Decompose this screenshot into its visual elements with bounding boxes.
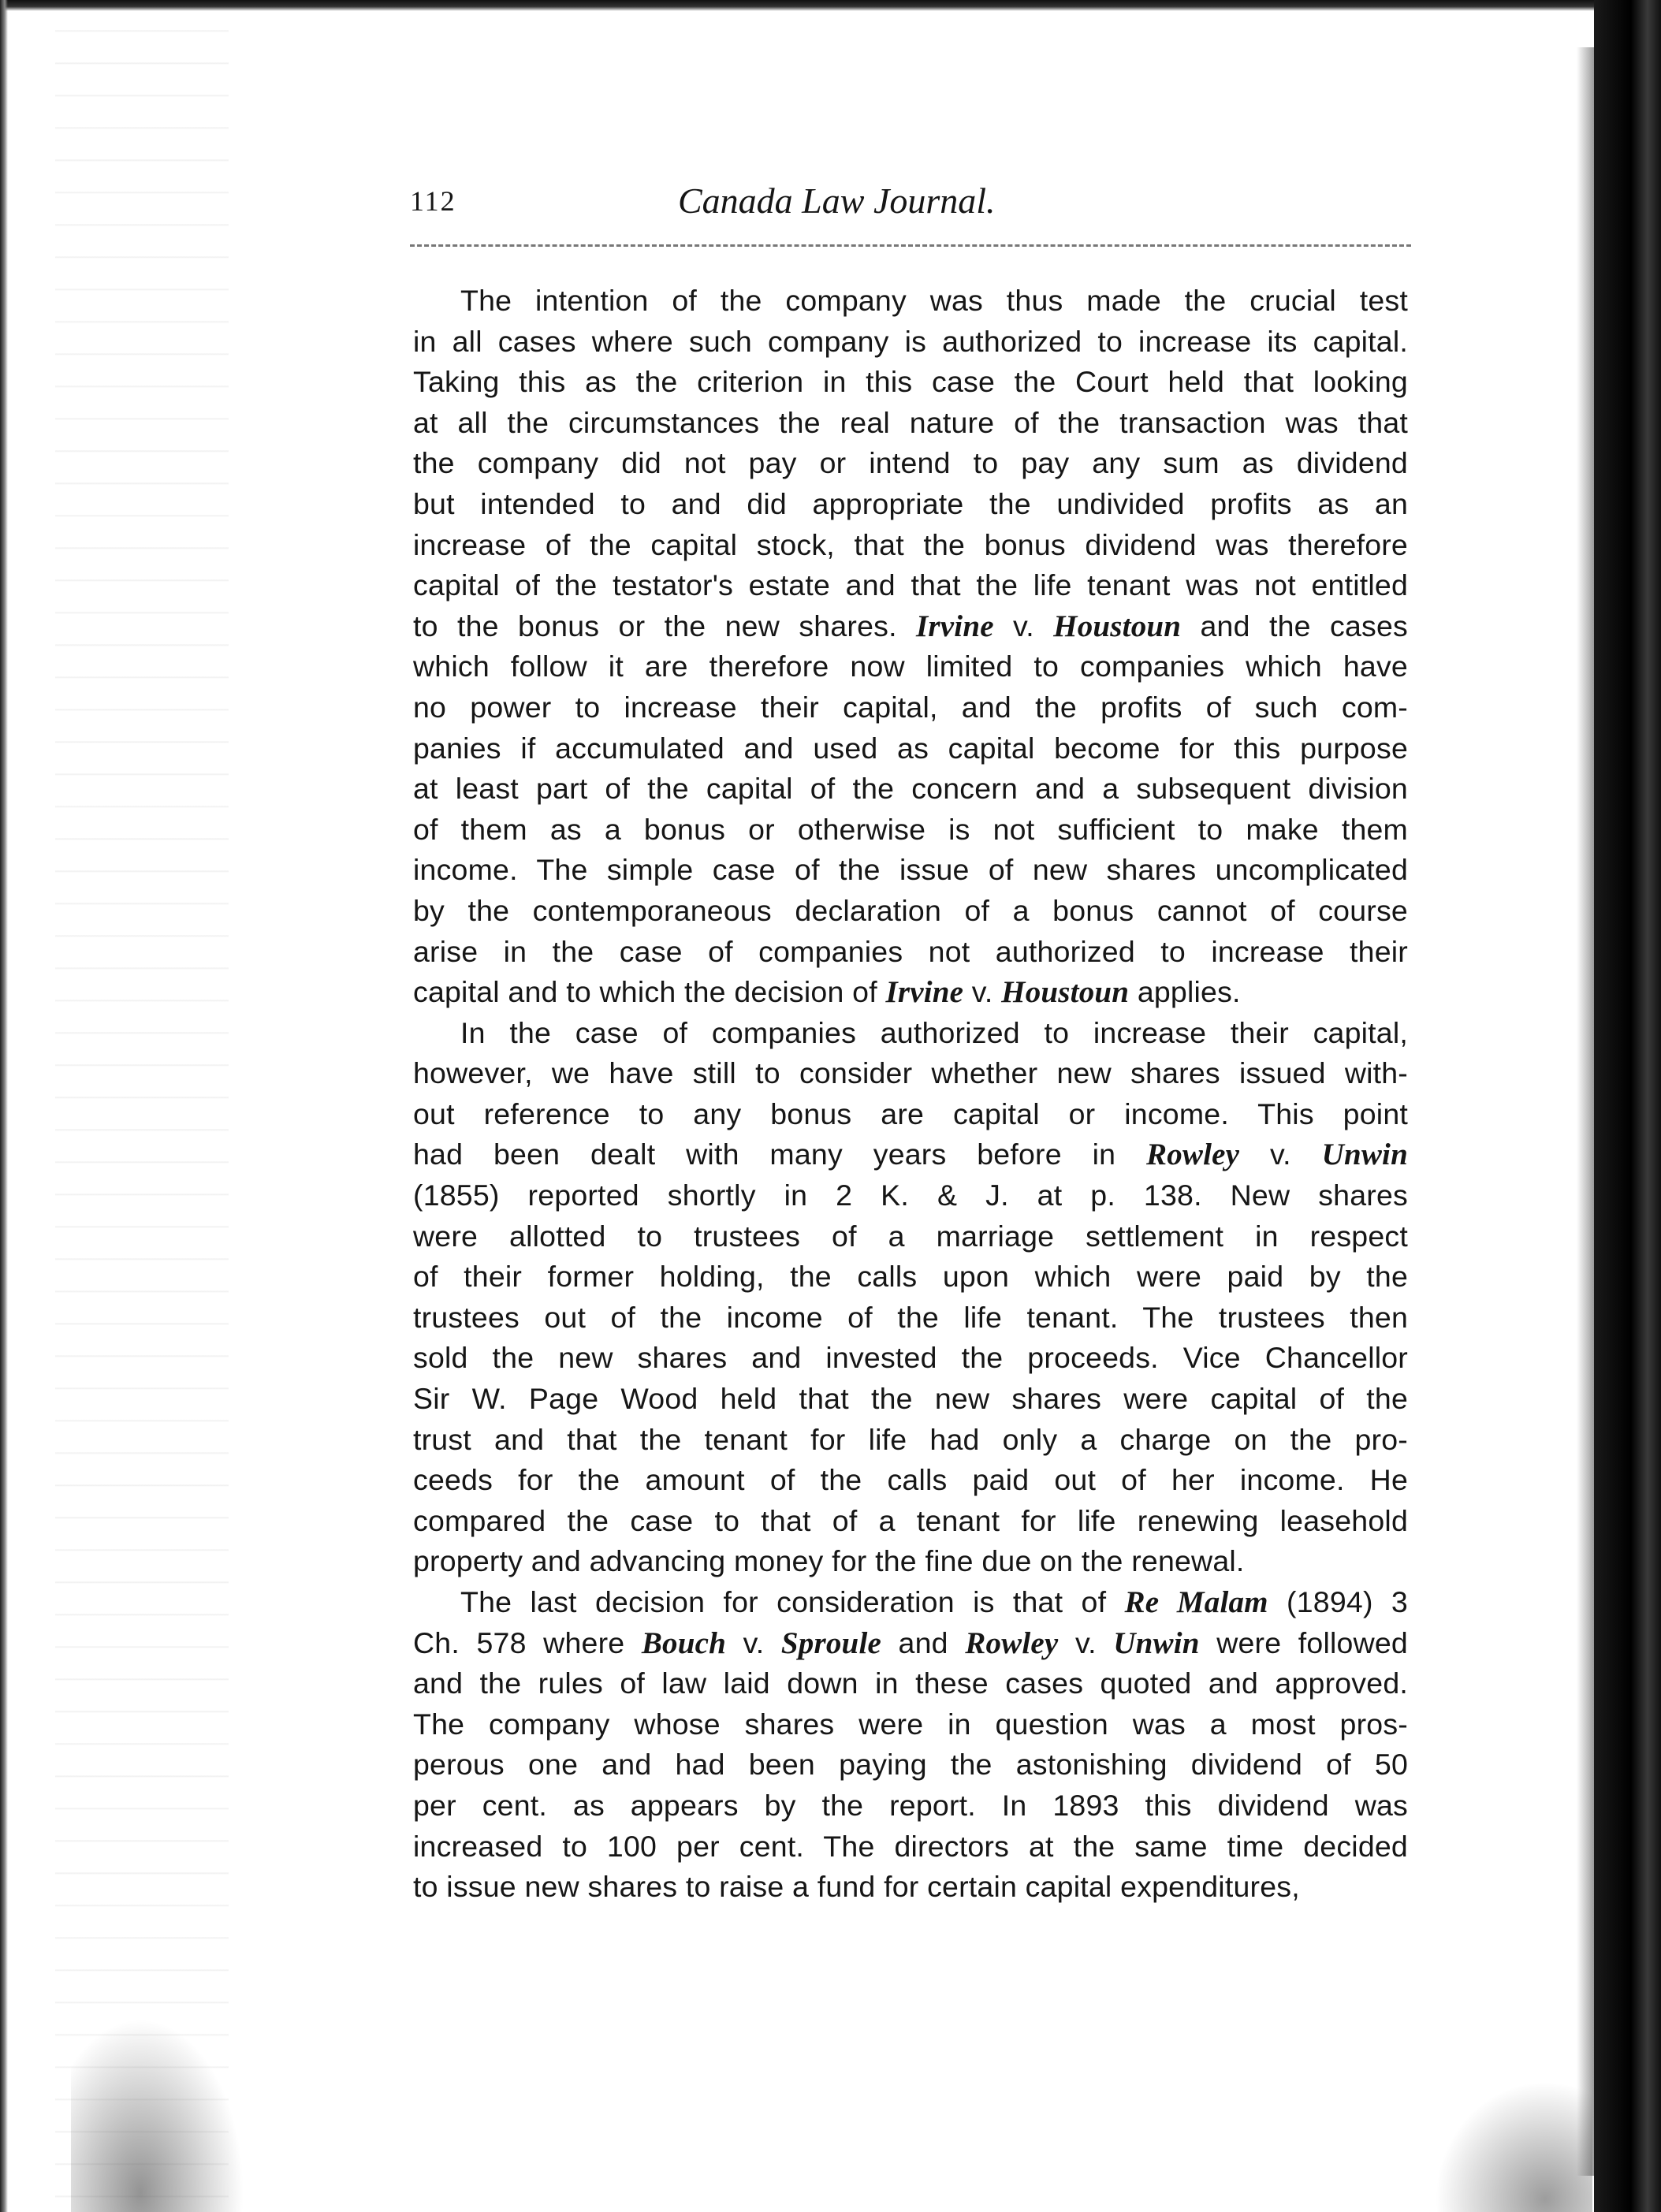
- case-name: Unwin: [1113, 1625, 1200, 1660]
- text-run: of their former holding, the calls upon which were paid by the: [413, 1260, 1408, 1294]
- scan-right-border: [1594, 0, 1661, 2212]
- paragraph: [413, 281, 1408, 1013]
- text-line: [413, 362, 1408, 403]
- text-line: [413, 769, 1408, 810]
- case-name: Irvine: [885, 975, 964, 1010]
- text-line: [413, 1134, 1408, 1175]
- text-run: which follow it are therefore now limited to companies which have: [413, 650, 1408, 683]
- text-run: Taking this as the criterion in this case the Court held that looking: [413, 365, 1408, 399]
- text-line: [413, 1541, 1408, 1582]
- text-line: [413, 1379, 1408, 1420]
- paragraph: [413, 1582, 1408, 1908]
- text-run: were followed: [1199, 1625, 1408, 1659]
- text-line: [413, 1704, 1408, 1745]
- text-line: [413, 1094, 1408, 1135]
- text-line: [413, 484, 1408, 525]
- text-line: [413, 850, 1408, 891]
- paragraph: [413, 1013, 1408, 1582]
- text-run: per cent. as appears by the report. In 1893 this dividend was: [413, 1788, 1408, 1822]
- text-run: were allotted to trustees of a marriage settlement in respect: [413, 1219, 1408, 1253]
- text-line: [413, 1338, 1408, 1379]
- text-line: [413, 810, 1408, 851]
- text-line: [413, 728, 1408, 769]
- text-run: by the contemporaneous declaration of a bonus cannot of course: [413, 893, 1408, 927]
- text-run: arise in the case of companies not authorized to increase their: [413, 934, 1408, 968]
- text-run: (1894) 3: [1268, 1585, 1408, 1618]
- text-line: [413, 1298, 1408, 1339]
- text-line: [413, 1786, 1408, 1827]
- text-line: [413, 1053, 1408, 1094]
- case-name: Bouch: [641, 1625, 727, 1660]
- text-line: [413, 891, 1408, 932]
- text-line: [413, 606, 1408, 647]
- text-line: [413, 322, 1408, 363]
- case-name: Unwin: [1321, 1138, 1408, 1172]
- text-run: and the cases: [1181, 609, 1408, 642]
- text-run: applies.: [1129, 975, 1241, 1009]
- text-line: [413, 565, 1408, 606]
- running-title: Canada Law Journal.: [678, 181, 996, 221]
- text-run: v.: [993, 609, 1054, 642]
- text-run: ceeds for the amount of the calls paid out of her income. He: [413, 1463, 1408, 1497]
- scan-bottom-left-smudge: [71, 2018, 244, 2212]
- text-run: out reference to any bonus are capital or income. This point: [413, 1097, 1408, 1130]
- text-line: [413, 1501, 1408, 1542]
- text-run: compared the case to that of a tenant for life renewing leasehold: [413, 1503, 1408, 1537]
- text-run: increased to 100 per cent. The directors at the same time decided: [413, 1829, 1408, 1863]
- text-line: [413, 972, 1408, 1013]
- text-run: trustees out of the income of the life tenant. The trustees then: [413, 1300, 1408, 1334]
- text-line: [413, 1867, 1408, 1908]
- text-line: [413, 1745, 1408, 1786]
- text-line: [413, 281, 1408, 322]
- scan-left-edge: [0, 0, 8, 2212]
- text-line: [413, 687, 1408, 728]
- text-run: Ch. 578 where: [413, 1625, 642, 1659]
- text-run: Sir W. Page Wood held that the new shares were capital of the: [413, 1382, 1408, 1416]
- scan-top-edge: [0, 0, 1661, 11]
- text-line: [413, 1460, 1408, 1501]
- text-run: (1855) reported shortly in 2 K. & J. at p. 138. New shares: [413, 1179, 1408, 1212]
- page-header: [410, 180, 1411, 235]
- text-line: [413, 1216, 1408, 1257]
- text-run: however, we have still to consider whether new shares issued with-: [413, 1056, 1408, 1090]
- text-run: v.: [726, 1625, 781, 1659]
- text-line: [413, 1582, 1408, 1623]
- text-run: trust and that the tenant for life had only a charge on the pro-: [413, 1422, 1408, 1456]
- text-run: v.: [1058, 1625, 1114, 1659]
- text-run: capital and to which the decision of: [413, 975, 886, 1009]
- scan-bottom-right-smudge: [1435, 2081, 1592, 2212]
- text-run: The last decision for consideration is that of: [460, 1585, 1125, 1618]
- case-name: Rowley: [1145, 1138, 1240, 1172]
- text-run: of them as a bonus or otherwise is not sufficient to make them: [413, 812, 1408, 846]
- scan-left-bleed: [55, 0, 229, 2212]
- text-line: [413, 1257, 1408, 1298]
- text-run: and the rules of law laid down in these cases quoted and approved.: [413, 1666, 1408, 1700]
- text-line: [413, 1175, 1408, 1216]
- text-run: and: [881, 1625, 966, 1659]
- text-line: [413, 525, 1408, 566]
- case-name: Sproule: [780, 1625, 881, 1660]
- text-run: The company whose shares were in question was a most pros-: [413, 1707, 1408, 1741]
- text-run: v.: [1239, 1138, 1322, 1171]
- text-line: [413, 443, 1408, 484]
- text-run: v.: [963, 975, 1002, 1009]
- text-line: [413, 1623, 1408, 1664]
- text-line: [413, 1420, 1408, 1461]
- text-line: [413, 403, 1408, 444]
- text-run: to issue new shares to raise a fund for certain capital expenditures,: [413, 1870, 1300, 1904]
- text-run: the company did not pay or intend to pay any sum as dividend: [413, 446, 1408, 480]
- text-line: [413, 1663, 1408, 1704]
- case-name: Houstoun: [1001, 975, 1130, 1010]
- body-text: [413, 281, 1408, 1908]
- text-run: no power to increase their capital, and the profits of such com-: [413, 690, 1408, 724]
- text-line: [413, 646, 1408, 687]
- text-line: [413, 1827, 1408, 1868]
- text-run: at least part of the capital of the concern and a subsequent division: [413, 772, 1408, 806]
- text-run: capital of the testator's estate and that the life tenant was not entitled: [413, 568, 1408, 602]
- case-name: Rowley: [965, 1625, 1059, 1660]
- text-run: In the case of companies authorized to increase their capital,: [460, 1015, 1408, 1049]
- text-run: panies if accumulated and used as capital become for this purpose: [413, 731, 1408, 765]
- text-run: property and advancing money for the fine due on the renewal.: [413, 1544, 1245, 1578]
- case-name: Houstoun: [1053, 609, 1182, 643]
- text-run: income. The simple case of the issue of new shares uncomplicated: [413, 853, 1408, 887]
- text-run: at all the circumstances the real nature of the transaction was that: [413, 405, 1408, 439]
- header-rule: [410, 244, 1411, 247]
- text-run: but intended to and did appropriate the undivided profits as an: [413, 486, 1408, 520]
- text-run: The intention of the company was thus made the crucial test: [460, 284, 1408, 317]
- text-run: to the bonus or the new shares.: [413, 609, 917, 642]
- text-line: [413, 1013, 1408, 1054]
- text-line: [413, 932, 1408, 973]
- text-run: sold the new shares and invested the proceeds. Vice Chancellor: [413, 1341, 1408, 1375]
- text-run: perous one and had been paying the astonishing dividend of 50: [413, 1748, 1408, 1782]
- text-run: had been dealt with many years before in: [413, 1138, 1146, 1171]
- page-number: 112: [410, 185, 456, 217]
- case-name: Irvine: [916, 609, 994, 643]
- text-run: in all cases where such company is authorized to increase its capital.: [413, 324, 1408, 358]
- text-run: increase of the capital stock, that the bonus dividend was therefore: [413, 527, 1408, 561]
- case-name: Re Malam: [1124, 1585, 1268, 1619]
